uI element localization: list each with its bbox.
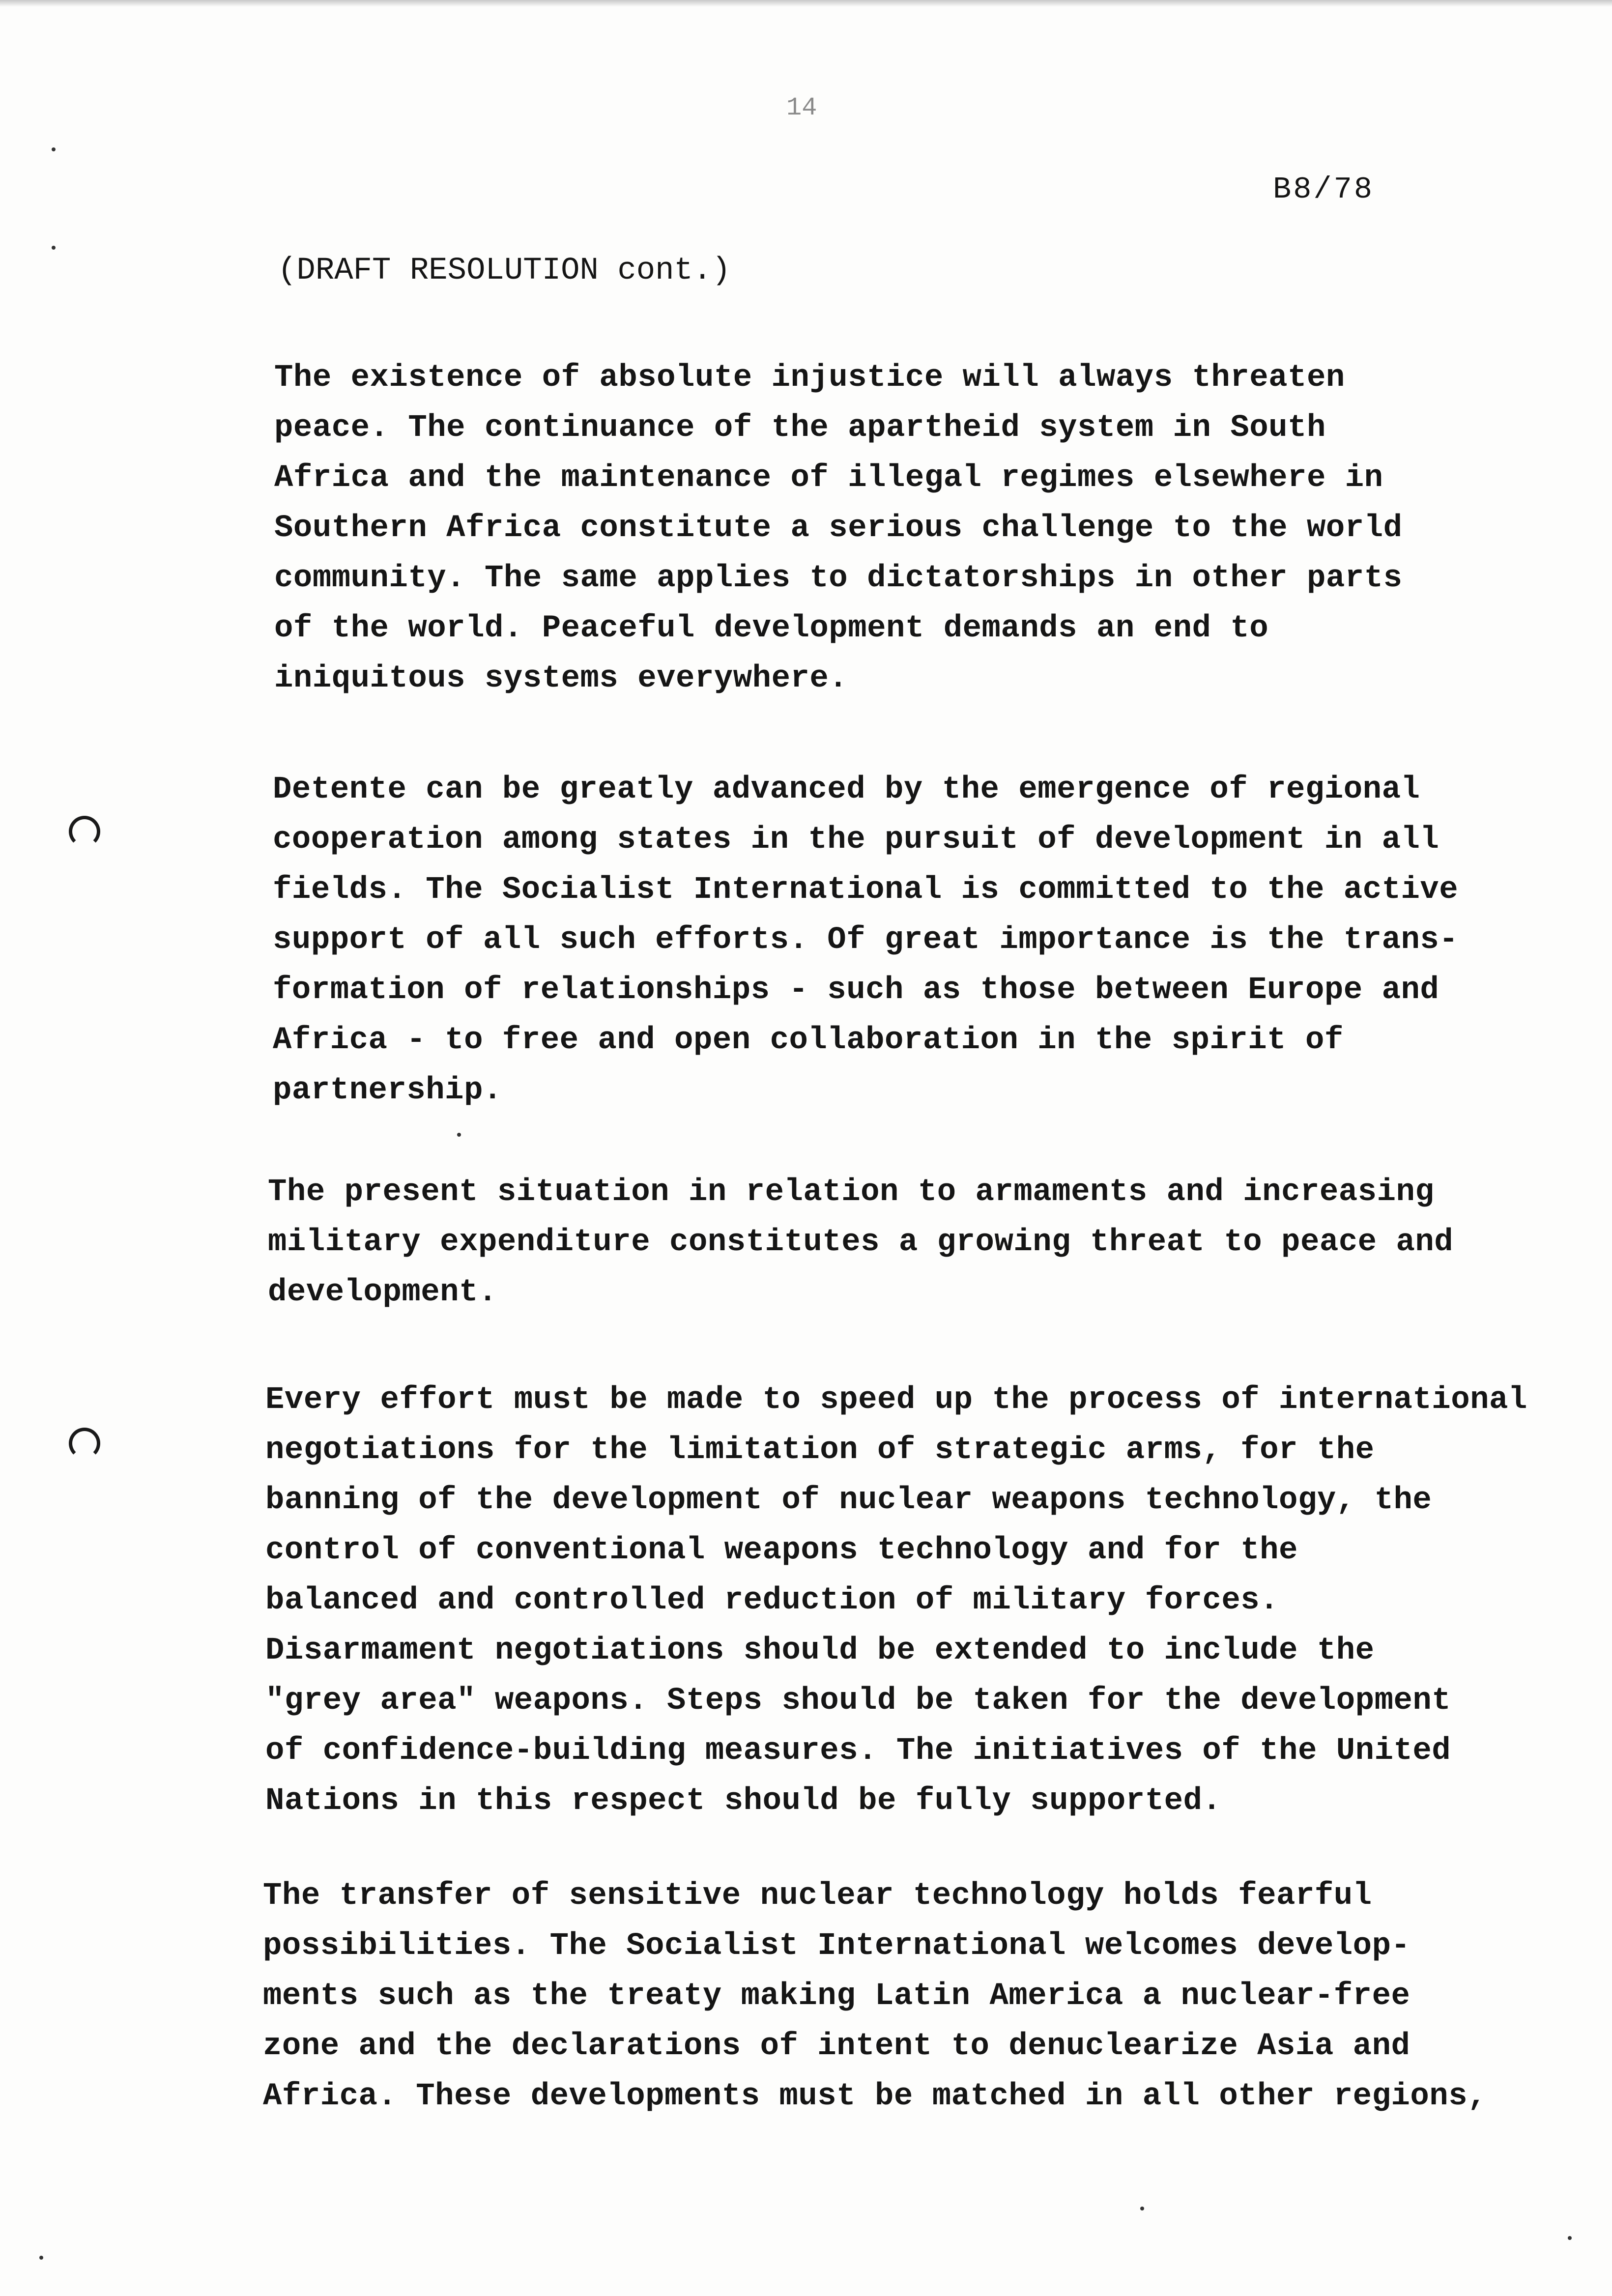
document-reference: B8/78	[1273, 172, 1375, 207]
paragraph-nuclear-transfer: The transfer of sensitive nuclear technology holds fearful possibilities. The Socialist International welcomes develop- ments such as the treaty making Latin America a nuclear-free zone and the declarations of intent to denuclearize Asia and Africa. These developments must be matched in all other regions,	[263, 1878, 1487, 2114]
page-number: 14	[786, 93, 817, 122]
scan-speck	[457, 1133, 461, 1137]
scan-speck	[52, 147, 56, 151]
paragraph-negotiations: Every effort must be made to speed up the process of international negotiations for the limitation of strategic arms, for the banning of the development of nuclear weapons technology, the control of conventional weapons technology and for the balanced and controlled reduction of military forces. Disarmament negotiations should be extended to include the "grey area" weapons. Steps should be taken for the development of confidence-building measures. The initiatives of the United Nations in this respect should be fully supported.	[265, 1382, 1527, 1819]
punch-hole-mark	[69, 816, 100, 847]
scan-top-edge	[0, 0, 1612, 7]
section-heading: (DRAFT RESOLUTION cont.)	[278, 253, 731, 288]
scan-speck	[39, 2256, 43, 2260]
scan-speck	[1140, 2207, 1144, 2210]
paragraph-detente: Detente can be greatly advanced by the emergence of regional cooperation among states in the pursuit of development in all fields. The Socialist International is committed to the active support of all such efforts. Of great importance is the trans- formation of relationships - such as those between Europe and Africa - to free and open collaboration in the spirit of partnership.	[273, 772, 1459, 1108]
paragraph-injustice: The existence of absolute injustice will always threaten peace. The continuance of the apartheid system in South Africa and the maintenance of illegal regimes elsewhere in Southern Africa constitute a serious challenge to the world community. The same applies to dictatorships in other parts of the world. Peaceful development demands an end to iniquitous systems everywhere.	[274, 360, 1403, 696]
paragraph-armaments: The present situation in relation to armaments and increasing military expenditure constitutes a growing threat to peace and development.	[268, 1175, 1454, 1310]
scan-speck	[52, 246, 56, 250]
scan-speck	[1568, 2236, 1572, 2240]
punch-hole-mark	[69, 1428, 100, 1459]
